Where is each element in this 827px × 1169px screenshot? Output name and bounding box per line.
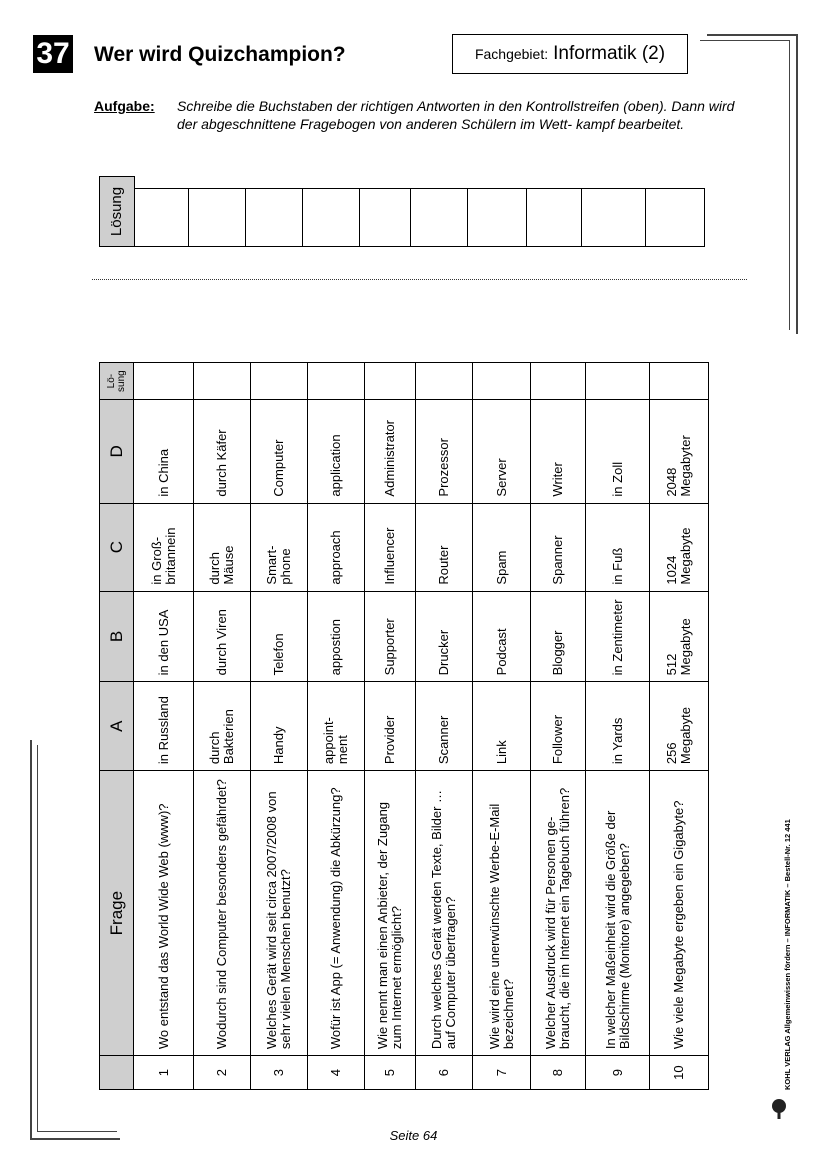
solution-field[interactable] [365,363,416,400]
control-strip-row [646,189,705,247]
question-text: Wodurch sind Computer besonders gefährdet? [194,771,251,1056]
solution-field[interactable] [646,189,705,247]
answer-a: Handy [251,682,308,771]
solution-field[interactable] [586,363,650,400]
answer-d: 2048 Megabyter [650,400,709,503]
quiz-header-row [100,363,134,1090]
control-strip-row [527,189,582,247]
quiz-row [134,363,194,1090]
quiz-row [650,363,709,1090]
solution-field[interactable] [308,363,365,400]
solution-field[interactable] [134,363,194,400]
question-text: Durch welches Gerät werden Texte, Bilder … auf Computer übertragen? [416,771,473,1056]
control-strip-cells [134,188,705,247]
answer-a: durch Bakterien [194,682,251,771]
quiz-row [473,363,531,1090]
solution-field[interactable] [416,363,473,400]
frame-line [796,34,798,334]
control-strip-row [360,189,411,247]
solution-field[interactable] [246,189,303,247]
answer-b: Drucker [416,591,473,682]
frame-line [37,745,38,1131]
question-text: Wie nennt man einen Anbieter, der Zugang zum Internet ermöglicht? [365,771,416,1056]
control-strip-row [411,189,468,247]
publisher-logo [768,1098,790,1125]
frame-line [789,40,790,330]
solution-field[interactable] [194,363,251,400]
answer-b: appostion [308,591,365,682]
solution-field[interactable] [527,189,582,247]
solution-field[interactable] [360,189,411,247]
question-text: Wie wird eine unerwünschte Werbe-E-Mail bezeichnet? [473,771,531,1056]
answer-c: Router [416,503,473,591]
page-title: Wer wird Quizchampion? [94,43,346,66]
quiz-table-wrapper [99,362,709,1090]
quiz-row [416,363,473,1090]
solution-field[interactable] [531,363,586,400]
answer-c: approach [308,503,365,591]
question-text: Welches Gerät wird seit circa 2007/2008 von sehr vielen Menschen benutzt? [251,771,308,1056]
answer-c: durch Mäuse [194,503,251,591]
question-text: Wofür ist App (= Anwendung) die Abkürzung? [308,771,365,1056]
answer-b: Blogger [531,591,586,682]
control-strip-row [246,189,303,247]
col-header-b: B [100,591,134,682]
answer-d: Server [473,400,531,503]
question-number: 10 [650,1056,709,1090]
question-text: Wo entstand das World Wide Web (www)? [134,771,194,1056]
solution-field[interactable] [189,189,246,247]
question-text: Welcher Ausdruck wird für Personen ge-braucht, die im Internet ein Tagebuch führen? [531,771,586,1056]
question-text: In welcher Maßeinheit wird die Größe der Bildschirme (Monitore) angegeben? [586,771,650,1056]
control-strip-row [135,189,189,247]
answer-a: 256 Megabyte [650,682,709,771]
worksheet-number-badge: 37 [33,35,73,73]
question-number: 2 [194,1056,251,1090]
quiz-table [99,362,709,1090]
answer-b: Telefon [251,591,308,682]
answer-c: in Fuß [586,503,650,591]
question-number: 4 [308,1056,365,1090]
question-number: 7 [473,1056,531,1090]
answer-d: application [308,400,365,503]
quiz-row [308,363,365,1090]
answer-a: Scanner [416,682,473,771]
col-header-number [100,1056,134,1090]
frame-line [700,40,789,41]
answer-a: in Russland [134,682,194,771]
answer-a: Provider [365,682,416,771]
solution-field[interactable] [303,189,360,247]
cut-line [92,279,747,280]
question-number: 3 [251,1056,308,1090]
col-header-solution: Lö-sung [100,363,134,400]
answer-b: Podcast [473,591,531,682]
answer-d: Writer [531,400,586,503]
answer-c: 1024 Megabyte [650,503,709,591]
answer-d: Administrator [365,400,416,503]
solution-field[interactable] [650,363,709,400]
quiz-row [251,363,308,1090]
answer-d: in China [134,400,194,503]
solution-field[interactable] [468,189,527,247]
answer-c: Influencer [365,503,416,591]
answer-a: Link [473,682,531,771]
quiz-row [531,363,586,1090]
task-label: Aufgabe: [94,98,155,114]
solution-field[interactable] [251,363,308,400]
answer-c: in Groß-britannein [134,503,194,591]
answer-d: Computer [251,400,308,503]
col-header-a: A [100,682,134,771]
solution-field[interactable] [473,363,531,400]
control-strip-row [189,189,246,247]
answer-d: in Zoll [586,400,650,503]
quiz-row [586,363,650,1090]
answer-c: Spanner [531,503,586,591]
quiz-row [194,363,251,1090]
control-strip-row [468,189,527,247]
answer-a: appoint-ment [308,682,365,771]
tree-icon [768,1098,790,1120]
subject-label: Fachgebiet: [474,46,549,62]
question-number: 8 [531,1056,586,1090]
answer-d: durch Käfer [194,400,251,503]
col-header-d: D [100,400,134,503]
question-number: 5 [365,1056,416,1090]
task-text: Schreibe die Buchstaben der richtigen Antworten in den Kontrollstreifen (oben). Dann wird der abgeschnittene Fragebogen von anderen Schülern im Wett- kampf bearbeitet. [177,98,735,132]
question-number: 1 [134,1056,194,1090]
answer-b: in den USA [134,591,194,682]
publisher-line [783,819,792,1090]
answer-a: in Yards [586,682,650,771]
question-text: Wie viele Megabyte ergeben ein Gigabyte? [650,771,709,1056]
answer-b: Supporter [365,591,416,682]
task-instructions [94,97,754,133]
control-strip-rows [134,188,705,247]
answer-b: durch Viren [194,591,251,682]
frame-line [707,34,797,36]
answer-c: Smart-phone [251,503,308,591]
subject-value: Informatik (2) [553,43,666,64]
control-strip-row [303,189,360,247]
question-number: 9 [586,1056,650,1090]
answer-b: in Zentimeter [586,591,650,682]
col-header-question: Frage [100,771,134,1056]
control-strip-row [582,189,646,247]
col-header-c: C [100,503,134,591]
question-number: 6 [416,1056,473,1090]
answer-d: Prozessor [416,400,473,503]
control-strip [99,176,135,247]
quiz-row [365,363,416,1090]
frame-line [30,740,32,1139]
answer-b: 512 Megabyte [650,591,709,682]
answer-a: Follower [531,682,586,771]
answer-c: Spam [473,503,531,591]
control-strip-header: Lösung [100,177,135,247]
control-strip-table [99,176,135,247]
page-number: Seite 64 [389,1128,438,1143]
publisher-text: KOHL VERLAG Allgemeinwissen fördern – INFORMATIK – Bestell-Nr. 12 441 [783,819,792,1090]
solution-field[interactable] [135,189,189,247]
subject-box [452,34,688,74]
solution-field[interactable] [582,189,646,247]
solution-field[interactable] [411,189,468,247]
